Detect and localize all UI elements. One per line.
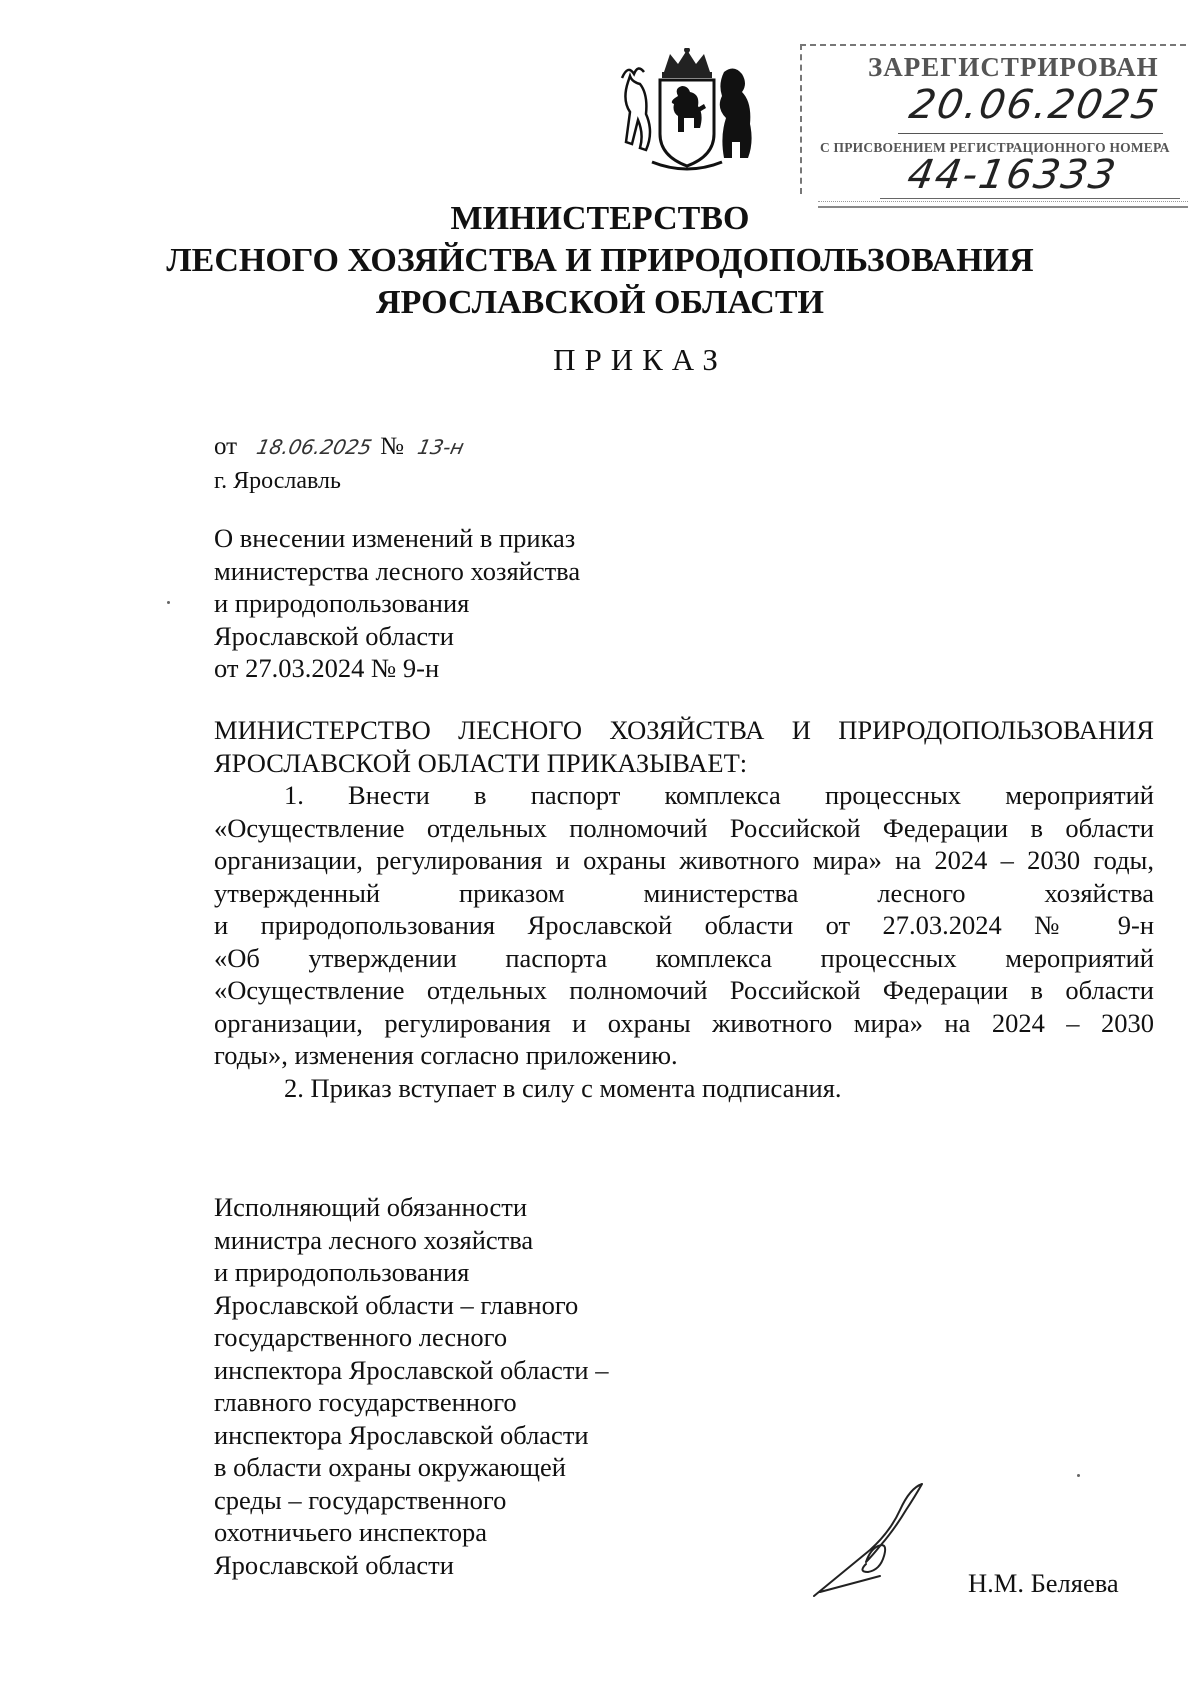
position-line: инспектора Ярославской области [214,1419,589,1450]
position-line: Ярославской области – главного [214,1289,579,1320]
position-line: и природопользования [214,1257,470,1287]
signatory-name: Н.М. Беляева [968,1568,1119,1598]
item-1-line: и природопользования Ярославской области от 27.03.2024 № 9-н [214,910,1154,940]
subject-line: О внесении изменений в приказ [214,523,576,553]
order-body [214,714,1154,1104]
subject-line: и природопользования [214,588,470,618]
order-number: 13-н [415,435,467,459]
position-line: министра лесного хозяйства [214,1224,534,1255]
position-line: инспектора Ярославской области – [214,1354,609,1385]
item-1-line: годы», изменения согласно приложению. [214,1040,678,1070]
registration-stamp [800,40,1190,210]
heading-line-1: МИНИСТЕРСТВО [450,200,750,237]
item-1-line: «Осуществление отдельных полномочий Российской Федерации в области [214,975,1154,1005]
subject-line: Ярославской области [214,620,454,651]
item-1-line: «Об утверждении паспорта комплекса процессных мероприятий [214,942,1154,973]
stamp-title: ЗАРЕГИСТРИРОВАН [868,52,1159,82]
heading-line-3: ЯРОСЛАВСКОЙ ОБЛАСТИ [376,284,824,321]
item-1-line: организации, регулирования и охраны животного мира» на 2024 – 2030 [214,1007,1154,1038]
position-line: среды – государственного [214,1484,507,1515]
order-date-line [214,433,467,461]
item-1-line: организации, регулирования и охраны животного мира» на 2024 – 2030 годы, [214,845,1154,875]
item-1-line: «Осуществление отдельных полномочий Российской Федерации в области [214,812,1154,843]
item-2: 2. Приказ вступает в силу с момента подписания. [284,1072,842,1103]
preamble-line: МИНИСТЕРСТВО ЛЕСНОГО ХОЗЯЙСТВА И ПРИРОДОПОЛЬЗОВАНИЯ [214,715,1154,745]
scan-speck [1077,1474,1080,1477]
stamp-registration-number: 44-16333 [903,152,1121,198]
order-subject [214,522,580,685]
preamble-line: ЯРОСЛАВСКОЙ ОБЛАСТИ ПРИКАЗЫВАЕТ: [214,747,748,778]
position-line: государственного лесного [214,1322,508,1352]
stamp-subtitle: С ПРИСВОЕНИЕМ РЕГИСТРАЦИОННОГО НОМЕРА [820,140,1170,155]
item-1-line: 1. Внести в паспорт комплекса процессных мероприятий [284,780,1154,810]
position-line: главного государственного [214,1387,517,1417]
stamp-registration-date: 20.06.2025 [905,82,1164,128]
subject-line: от 27.03.2024 № 9-н [214,653,440,683]
subject-line: министерства лесного хозяйства [214,555,581,586]
position-line: Исполняющий обязанности [214,1192,528,1222]
position-line: охотничьего инспектора [214,1517,488,1547]
order-date: 18.06.2025 [254,435,375,459]
scan-speck [167,601,170,604]
handwritten-signature [810,1480,940,1600]
item-1-line: утвержденный приказом министерства лесного хозяйства [214,877,1154,908]
document-type: ПРИКАЗ [553,342,727,377]
coat-of-arms-emblem [612,48,762,174]
city: г. Ярославль [214,468,341,494]
position-line: Ярославской области [214,1549,454,1580]
from-label: от [214,433,238,460]
ministry-heading [0,198,1200,324]
signatory-position [214,1191,608,1581]
position-line: в области охраны окружающей [214,1452,566,1482]
heading-line-2: ЛЕСНОГО ХОЗЯЙСТВА И ПРИРОДОПОЛЬЗОВАНИЯ [166,242,1034,279]
number-label: № [380,433,404,460]
